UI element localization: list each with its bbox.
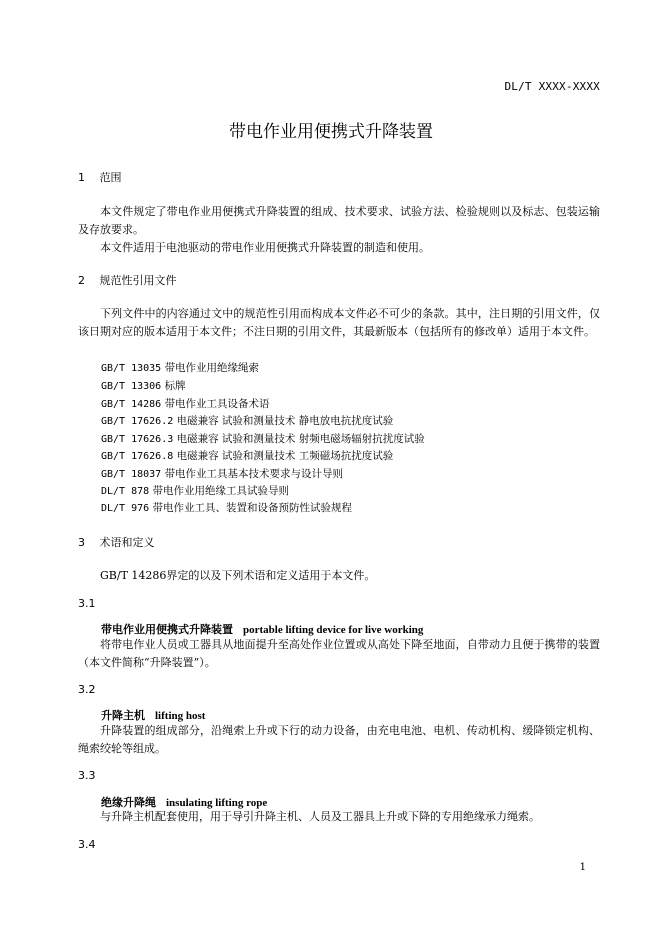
section-number: 3 [78, 536, 85, 549]
section-heading-scope [78, 169, 122, 185]
term-number: 3.3 [78, 769, 96, 782]
reference-name: 带电作业用绝缘绳索 [164, 362, 260, 374]
section-title: 术语和定义 [99, 536, 155, 549]
reference-item [101, 378, 186, 393]
reference-code: GB/T 17626.8 [101, 451, 174, 462]
term-number: 3.4 [78, 838, 96, 851]
references-intro-paragraph: 下列文件中的内容通过文中的规范性引用而构成本文件必不可少的条款。其中，注日期的引用文件，仅该日期对应的版本适用于本文件；不注日期的引用文件，其最新版本（包括所有的修改单）适用于本文件。 [78, 307, 600, 338]
reference-item [101, 466, 343, 481]
scope-paragraph-1: 本文件规定了带电作业用便携式升降装置的组成、技术要求、试验方法、检验规则以及标志、包装运输及存放要求。 [78, 205, 600, 236]
term-zh: 带电作业用便携式升降装置 [101, 623, 233, 636]
term-number: 3.1 [78, 597, 96, 610]
term-definition: 与升降主机配套使用，用于导引升降主机、人员及工器具上升或下降的专用绝缘承力绳索。 [100, 810, 540, 823]
reference-code: GB/T 14286 [101, 399, 162, 410]
section-heading-terms [78, 534, 155, 550]
reference-item [101, 431, 425, 446]
document-code: DL/T XXXX-XXXX [504, 80, 600, 93]
reference-item [101, 500, 352, 515]
document-title: 带电作业用便携式升降装置 [229, 122, 433, 142]
term-en: lifting host [155, 710, 206, 722]
term-zh: 升降主机 [101, 709, 145, 722]
term-en: insulating lifting rope [166, 797, 268, 809]
term-en: portable lifting device for live working [243, 624, 424, 636]
reference-item [101, 413, 393, 428]
reference-item [101, 448, 393, 463]
reference-code: DL/T 878 [101, 486, 150, 497]
term-heading [101, 707, 205, 723]
reference-code: GB/T 13035 [101, 363, 162, 374]
reference-item [101, 396, 270, 411]
reference-code: GB/T 13306 [101, 381, 162, 392]
reference-code: GB/T 18037 [101, 469, 162, 480]
section-title: 范围 [99, 171, 122, 184]
reference-name: 带电作业工具基本技术要求与设计导则 [164, 468, 344, 480]
reference-name: 电磁兼容 试验和测量技术 射频电磁场辐射抗扰度试验 [176, 433, 425, 445]
reference-name: 带电作业用绝缘工具试验导则 [152, 485, 290, 497]
reference-name: 电磁兼容 试验和测量技术 静电放电抗扰度试验 [176, 415, 394, 427]
reference-name: 带电作业工具、装置和设备预防性试验规程 [152, 502, 353, 514]
reference-name: 标牌 [164, 380, 186, 392]
section-number: 2 [78, 274, 85, 287]
section-title: 规范性引用文件 [99, 274, 177, 287]
reference-name: 电磁兼容 试验和测量技术 工频磁场抗扰度试验 [176, 450, 394, 462]
term-definition: 升降装置的组成部分，沿绳索上升或下行的动力设备，由充电电池、电机、传动机构、缓降锁定机构、绳索绞轮等组成。 [78, 724, 600, 755]
term-zh: 绝缘升降绳 [101, 796, 156, 809]
reference-code: GB/T 17626.3 [101, 434, 174, 445]
term-number: 3.2 [78, 683, 96, 696]
reference-item [101, 360, 259, 375]
reference-name: 带电作业工具设备术语 [164, 398, 270, 410]
page-number: 1 [579, 862, 586, 873]
section-heading-normative-references [78, 272, 177, 288]
reference-code: GB/T 17626.2 [101, 416, 174, 427]
reference-item [101, 483, 289, 498]
section-number: 1 [78, 171, 85, 184]
scope-paragraph-2: 本文件适用于电池驱动的带电作业用便携式升降装置的制造和使用。 [100, 241, 430, 254]
reference-code: DL/T 976 [101, 503, 150, 514]
term-definition: 将带电作业人员或工器具从地面提升至高处作业位置或从高处下降至地面，自带动力且便于携带的装置（本文件简称“升降装置”）。 [78, 638, 600, 669]
terms-intro-paragraph: GB/T 14286界定的以及下列术语和定义适用于本文件。 [100, 569, 376, 582]
term-heading [101, 621, 423, 637]
